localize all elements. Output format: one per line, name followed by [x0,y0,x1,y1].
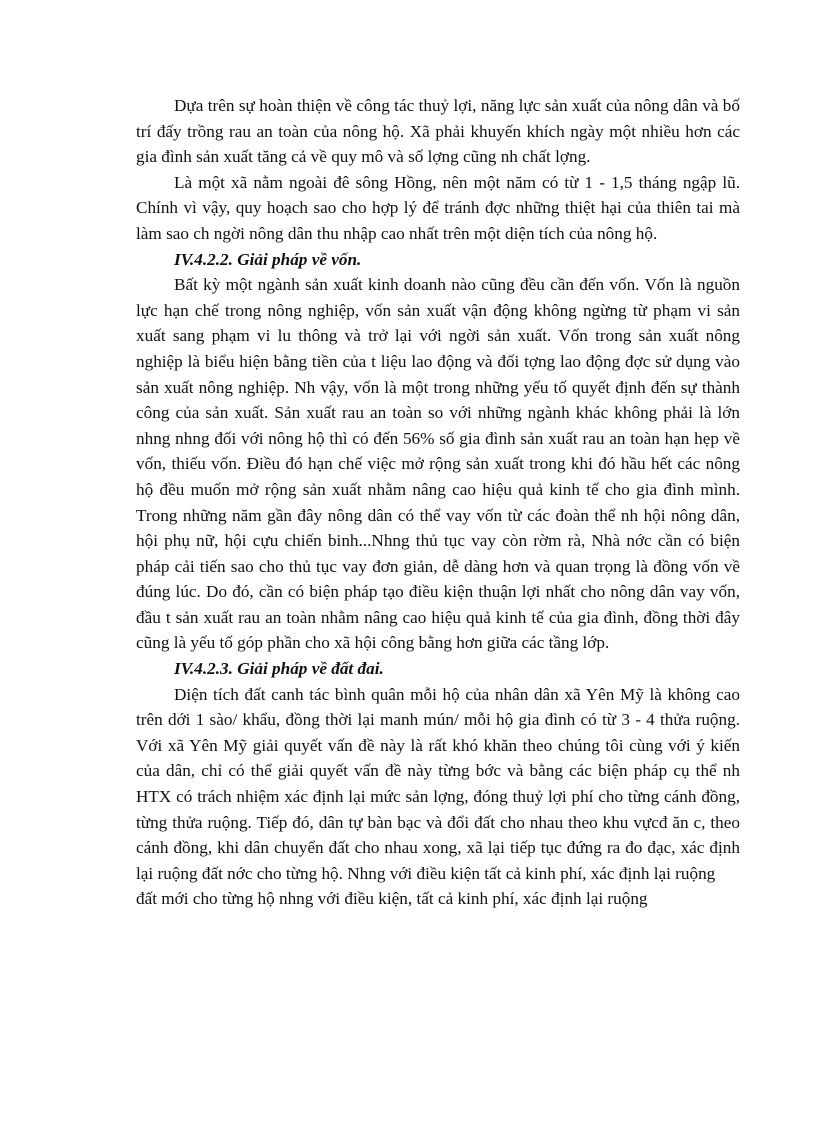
paragraph-thuy-loi: Dựa trên sự hoàn thiện về công tác thuỷ lợi, năng lực sản xuất của nông dân và bố trí đấy trồng rau an toàn của nông hộ. Xã phải khuyến khích ngày một nhiều hơn các gia đình sản xuất tăng cả về quy mô và số lợng cũng nh chất lợng. [136,96,740,167]
heading-giai-phap-von: IV.4.2.2. Giải pháp về vốn. [174,249,362,269]
truncated-last-line [136,886,740,912]
paragraph-dat-dai-cut: đất mới cho từng hộ nhng với điều kiện, tất cả kinh phí, xác định lại ruộng [136,889,648,909]
paragraph-dat-dai: Diện tích đất canh tác bình quân mỗi hộ của nhân dân xã Yên Mỹ là không cao trên dới 1 sào/ khẩu, đồng thời lại manh mún/ mỗi hộ gia đình có từ 3 - 4 thửa ruộng. Với xã Yên Mỹ giải quyết vấn đề này là rất khó khăn theo chúng tôi cùng với ý kiến của dân, chỉ có thể giải quyết vấn đề này từng bớc và bằng các biện pháp cụ thể nh HTX có trách nhiệm xác định lại mức sản lợng, đóng thuỷ lợi phí cho từng cánh đồng, từng thửa ruộng. Tiếp đó, dân tự bàn bạc và đổi đất cho nhau theo khu vựcđ ăn c, theo cánh đồng, khi dân chuyển đất cho nhau xong, xã lại tiếp tục đứng ra đo đạc, xác định lại ruộng đất nớc cho từng hộ. Nhng với điều kiện tất cả kinh phí, xác định lại ruộng [136,684,740,883]
heading-giai-phap-dat-dai: IV.4.2.3. Giải pháp về đất đai. [174,659,384,679]
paragraph-ngoai-de: Là một xã nằm ngoài đê sông Hồng, nên một năm có từ 1 - 1,5 tháng ngập lũ. Chính vì vậy, quy hoạch sao cho hợp lý để tránh đợc những thiệt hại của thiên tai mà làm sao ch ngời nông dân thu nhập cao nhất trên một diện tích của nông hộ. [136,172,740,243]
document-body [136,93,740,912]
paragraph-von: Bất kỳ một ngành sản xuất kinh doanh nào cũng đều cần đến vốn. Vốn là nguồn lực hạn chế trong nông nghiệp, vốn sản xuất vận động không ngừng từ phạm vi sản xuất sang phạm vi lu thông và trở lại với ngời sản xuất. Vốn trong sản xuất nông nghiệp là biểu hiện bằng tiền của t liệu lao động và đối tợng lao động đợc sử dụng vào sản xuất nông nghiệp. Nh vậy, vốn là một trong những yếu tố quyết định đến sự thành công của sản xuất. Sản xuất rau an toàn so với những ngành khác không phải là lớn nhng nhng đối với nông hộ thì có đến 56% số gia đình sản xuất rau an toàn hạn hẹp về vốn, thiếu vốn. Điều đó hạn chế việc mở rộng sản xuất trong khi đó hầu hết các nông hộ đều muốn mở rộng sản xuất nhằm nâng cao hiệu quả kinh tế cho gia đình mình. Trong những năm gần đây nông dân có thể vay vốn từ các đoàn thể nh hội nông dân, hội phụ nữ, hội cựu chiến binh...Nhng thủ tục vay còn rờm rà, Nhà nớc cần có biện pháp cải tiến sao cho thủ tục vay đơn giản, dễ dàng hơn và quan trọng là đồng vốn về đúng lúc. Do đó, cần có biện pháp tạo điều kiện thuận lợi nhất cho nông dân vay vốn, đầu t sản xuất rau an toàn nhằm nâng cao hiệu quả kinh tế của gia đình, đồng thời đây cũng là yếu tố góp phần cho xã hội công bằng hơn giữa các tầng lớp. [136,275,740,653]
